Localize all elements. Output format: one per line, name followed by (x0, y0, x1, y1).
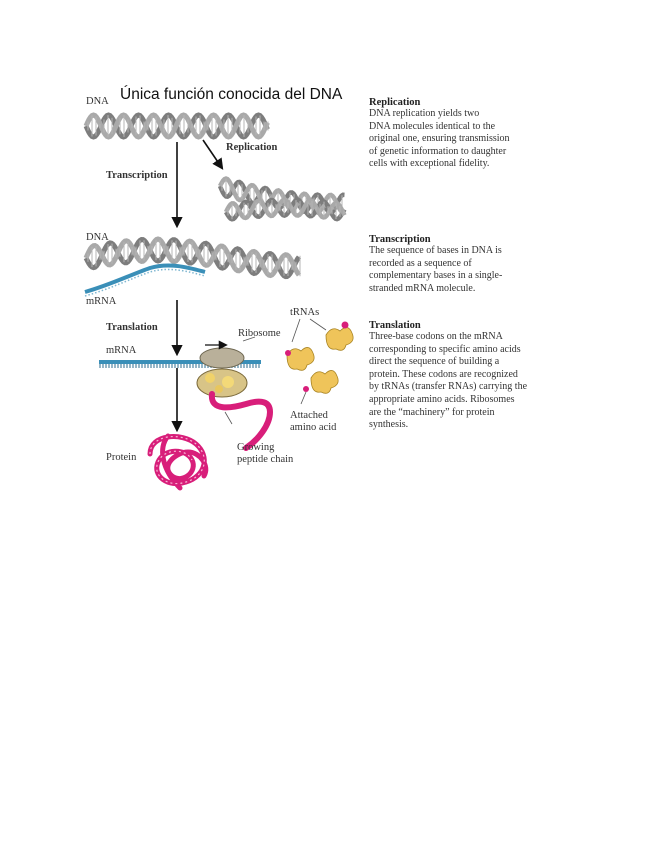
section-translation (369, 320, 569, 432)
section-heading: Replication (369, 97, 421, 108)
body-line: synthesis. (369, 419, 409, 431)
section-transcription (369, 234, 569, 295)
label-mrna-mid: mRNA (86, 296, 117, 307)
body-line: DNA replication yields two (369, 108, 480, 119)
label-trnas: tRNAs (290, 307, 320, 318)
body-line: Three-base codons on the mRNA (369, 331, 503, 342)
body-line: DNA molecules identical to the (369, 120, 496, 132)
growing-peptide-chain (212, 394, 270, 448)
protein-folded (150, 436, 206, 488)
section-heading: Translation (369, 320, 421, 331)
label-transcription-arrow: Transcription (106, 170, 168, 181)
page-title: Única función conocida del DNA (120, 86, 343, 103)
ribosome (197, 345, 247, 397)
section-heading: Transcription (369, 234, 431, 245)
section-replication (369, 97, 569, 171)
body-line: protein. These codons are recognized (369, 368, 518, 380)
body-line: stranded mRNA molecule. (369, 282, 476, 294)
label-translation-arrow: Translation (106, 322, 158, 333)
label-protein: Protein (106, 452, 137, 463)
body-line: direct the sequence of building a (369, 356, 500, 368)
body-line: corresponding to specific amino acids (369, 343, 521, 355)
body-line: are the “machinery” for protein (369, 406, 495, 418)
body-line: complementary bases in a single- (369, 270, 503, 282)
section-body (369, 245, 569, 295)
label-amino-acid: amino acid (290, 422, 337, 433)
body-line: recorded as a sequence of (369, 257, 472, 269)
dna-helix-top (86, 115, 268, 137)
label-peptide-chain: peptide chain (237, 454, 294, 465)
trna-2 (326, 322, 353, 351)
dna-helix-replicated (220, 179, 345, 220)
body-line: of genetic information to daughter (369, 145, 507, 157)
section-body (369, 108, 569, 171)
body-line: appropriate amino acids. Ribosomes (369, 393, 515, 405)
replication-arrow (203, 140, 222, 168)
label-ribosome: Ribosome (238, 328, 281, 339)
mrna-transcript-strand (85, 265, 205, 292)
body-line: The sequence of bases in DNA is (369, 245, 502, 256)
label-attached: Attached (290, 410, 328, 421)
label-dna-mid: DNA (86, 232, 109, 243)
section-body (369, 331, 569, 432)
trna-1 (285, 347, 314, 370)
body-line: cells with exceptional fidelity. (369, 158, 490, 170)
label-mrna-bottom: mRNA (106, 345, 137, 356)
trna-3 (303, 370, 338, 393)
label-growing: Growing (237, 442, 275, 453)
label-replication-arrow: Replication (226, 142, 278, 153)
body-line: by tRNAs (transfer RNAs) carrying the (369, 381, 528, 393)
body-line: original one, ensuring transmission (369, 133, 510, 145)
label-dna-top: DNA (86, 96, 109, 107)
